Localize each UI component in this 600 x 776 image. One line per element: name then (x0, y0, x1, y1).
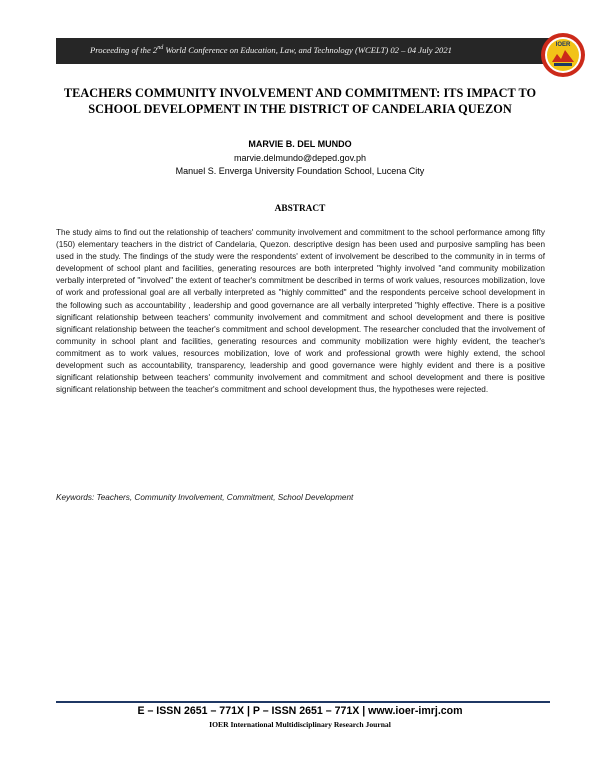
ioer-seal-logo (540, 32, 586, 78)
abstract-heading: ABSTRACT (274, 204, 326, 214)
keywords: Keywords: Teachers, Community Involvement, Commitment, School Development (56, 493, 354, 502)
author-name: MARVIE B. DEL MUNDO (248, 139, 352, 149)
footer-journal: IOER International Multidisciplinary Research Journal (209, 720, 391, 729)
conference-banner-text (90, 45, 530, 55)
author-email: marvie.delmundo@deped.gov.ph (233, 153, 367, 163)
banner-prefix: Proceeding of the 2 (90, 45, 158, 55)
banner-ordinal: nd (157, 45, 164, 52)
footer-issn: E – ISSN 2651 – 771X | P – ISSN 2651 – 771X | www.ioer-imrj.com (137, 705, 463, 717)
footer-divider (56, 701, 550, 703)
paper-title (40, 85, 560, 117)
title-line-2: SCHOOL DEVELOPMENT IN THE DISTRICT OF CANDELARIA QUEZON (88, 102, 512, 116)
seal-text: IOER (555, 42, 571, 48)
author-affiliation: Manuel S. Enverga University Foundation School, Lucena City (175, 166, 425, 176)
seal-base (554, 63, 572, 66)
banner-suffix: World Conference on Education, Law, and Technology (WCELT) 02 – 04 July 2021 (163, 45, 452, 55)
title-line-1: TEACHERS COMMUNITY INVOLVEMENT AND COMMITMENT: ITS IMPACT TO (63, 86, 537, 100)
abstract-body: The study aims to find out the relationship of teachers' community involvement and commitment to the school performance among fifty (150) elementary teachers in the district of Candelaria, Quezon. descriptive design has been used and purposive sampling has been used in the study. The findings of the study were the respondents' extent of involvement be described to the community in in terms of development of school plant and facilities, generating resources are both interpreted "highly involved "and community mobilization verbally interpreted of "involved" the extent of teacher's commitment be described in terms of work values, resources mobilization, love of work and professional goal are all verbally interpreted as "highly committed" and the respondents perceive school development in the following such as accountability , leadership and good governance are all verbally interpreted "highly effective. There is a positive significant relationship between teachers' community involvement and commitment and school development and there is positive significant relationship between the teacher's commitment and school development. The researcher concluded that the involvement of community in school plant and facilities, generating resources and community mobilization were highly evident, the teacher's commitment as to work values, resources mobilization, love of work and professional growth were highly extend, the school development such as accountability, transparency, leadership and good governance were highly evident and there is a positive significant relationship between teachers' community involvement and commitment and school development and there is positive significant relationship between the teacher's commitment and school development thus, the hypotheses were rejected. (56, 228, 545, 395)
